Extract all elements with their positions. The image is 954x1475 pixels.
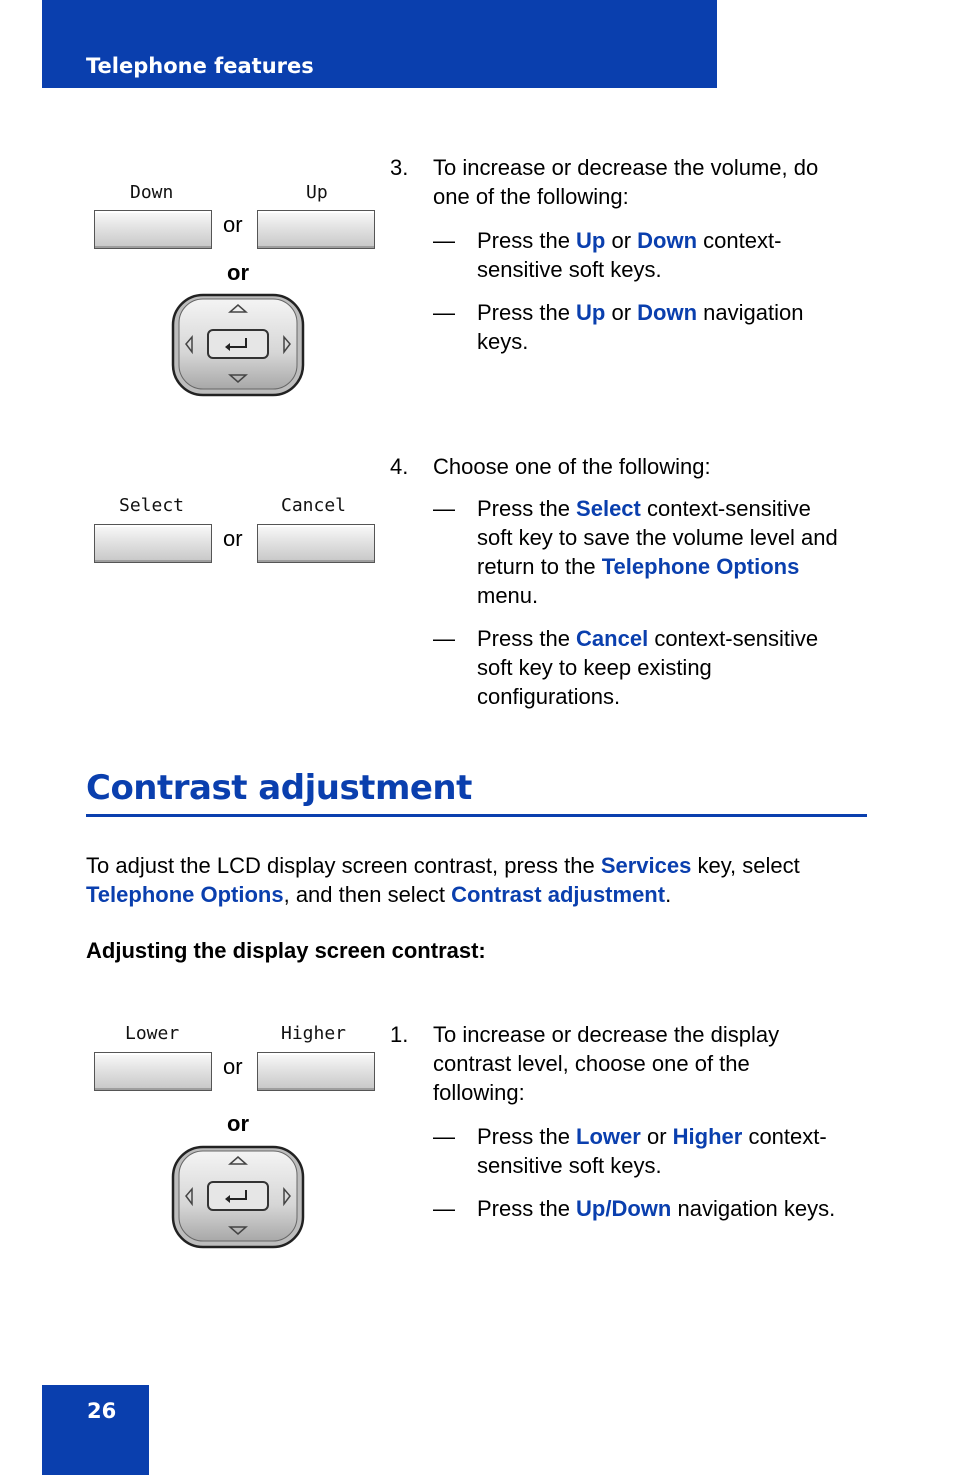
softkey-label-lower: Lower bbox=[125, 1023, 180, 1044]
softkey-label-select: Select bbox=[119, 495, 185, 516]
intro-paragraph-line: Telephone Options, and then select Contrast adjustment. bbox=[86, 882, 672, 907]
softkey-label-down: Down bbox=[130, 182, 174, 203]
step-text: Choose one of the following: bbox=[433, 454, 711, 479]
option-text: Press the Lower or Higher context- bbox=[477, 1124, 827, 1149]
navigation-cluster-icon[interactable] bbox=[170, 1144, 306, 1250]
option-text: keys. bbox=[477, 329, 529, 354]
option-text: Press the Up or Down context- bbox=[477, 228, 782, 253]
step-number: 4. bbox=[390, 454, 409, 479]
section-divider bbox=[86, 814, 867, 817]
page-number: 26 bbox=[87, 1399, 117, 1423]
or-label: or bbox=[223, 212, 243, 237]
softkey-label-cancel: Cancel bbox=[281, 495, 347, 516]
dash-bullet: — bbox=[433, 626, 455, 651]
option-text: sensitive soft keys. bbox=[477, 257, 662, 282]
softkey-label-up: Up bbox=[306, 182, 328, 203]
option-text: Press the Cancel context-sensitive bbox=[477, 626, 819, 651]
dash-bullet: — bbox=[433, 1124, 455, 1149]
option-text: Press the Up or Down navigation bbox=[477, 300, 804, 325]
up-softkey[interactable] bbox=[257, 210, 375, 249]
step-text: one of the following: bbox=[433, 184, 629, 209]
cancel-softkey[interactable] bbox=[257, 524, 375, 563]
step-number: 3. bbox=[390, 155, 409, 180]
dash-bullet: — bbox=[433, 228, 455, 253]
step-number: 1. bbox=[390, 1022, 409, 1047]
step-text: To increase or decrease the volume, do bbox=[433, 155, 819, 180]
or-label: or bbox=[223, 1054, 243, 1079]
lower-softkey[interactable] bbox=[94, 1052, 212, 1091]
option-text: return to the Telephone Options bbox=[477, 554, 800, 579]
option-text: soft key to keep existing bbox=[477, 655, 712, 680]
option-text: sensitive soft keys. bbox=[477, 1153, 662, 1178]
dash-bullet: — bbox=[433, 300, 455, 325]
or-label-bold: or bbox=[227, 260, 249, 285]
option-text: Press the Up/Down navigation keys. bbox=[477, 1196, 836, 1221]
section-title: Contrast adjustment bbox=[86, 768, 472, 808]
softkey-label-higher: Higher bbox=[281, 1023, 347, 1044]
running-header: Telephone features bbox=[86, 54, 314, 78]
down-softkey[interactable] bbox=[94, 210, 212, 249]
option-text: menu. bbox=[477, 583, 539, 608]
option-text: soft key to save the volume level and bbox=[477, 525, 838, 550]
dash-bullet: — bbox=[433, 1196, 455, 1221]
option-text: Press the Select context-sensitive bbox=[477, 496, 811, 521]
select-softkey[interactable] bbox=[94, 524, 212, 563]
navigation-cluster-icon[interactable] bbox=[170, 292, 306, 398]
step-text: To increase or decrease the display bbox=[433, 1022, 780, 1047]
higher-softkey[interactable] bbox=[257, 1052, 375, 1091]
intro-paragraph-line: To adjust the LCD display screen contrast, press the Services key, select bbox=[86, 853, 800, 878]
or-label-bold: or bbox=[227, 1111, 249, 1136]
step-text: contrast level, choose one of the bbox=[433, 1051, 750, 1076]
procedure-heading: Adjusting the display screen contrast: bbox=[86, 938, 486, 963]
or-label: or bbox=[223, 526, 243, 551]
option-text: configurations. bbox=[477, 684, 621, 709]
dash-bullet: — bbox=[433, 496, 455, 521]
step-text: following: bbox=[433, 1080, 525, 1105]
